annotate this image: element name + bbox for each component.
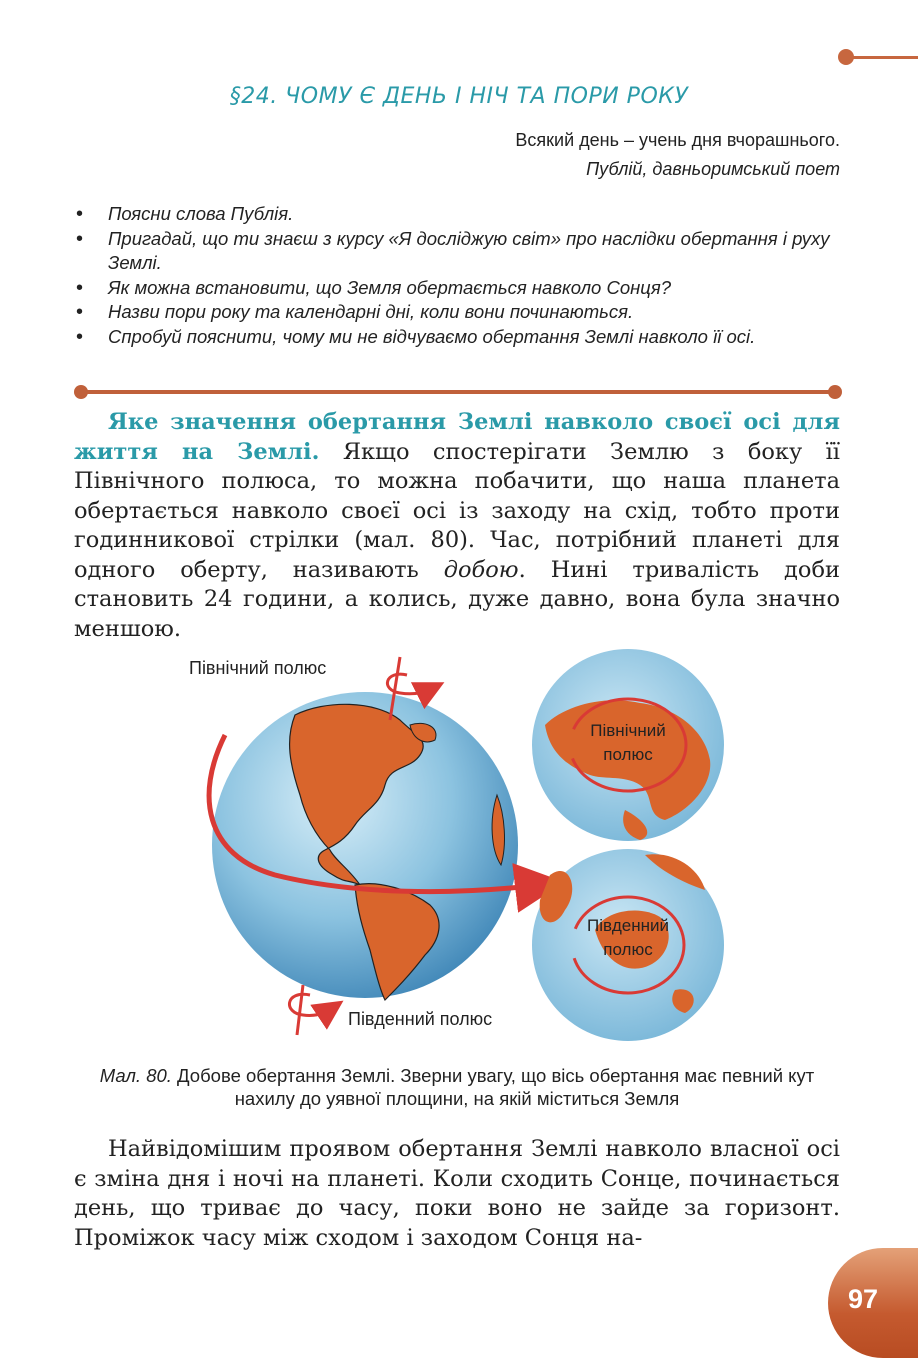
south-inset-label: Південний <box>587 916 669 935</box>
north-pole-label: Північний полюс <box>189 658 327 678</box>
paragraph-day-night: Найвідомішим проявом обертання Землі навколо власної осі є зміна дня і ночі на планеті. Коли сходить Сонце, починається день, що триває до часу, поки воно не зайде за горизонт. Проміжок часу між сходом і заходом Сонця на- <box>74 1136 840 1251</box>
paragraph-text-end: . Нині тривалість доби становить 24 години, а колись, дуже давно, вона була значно меншою. <box>74 556 840 642</box>
question-item: • Як можна встановити, що Земля обертається навколо Сонця? <box>74 276 840 301</box>
divider-dot-right <box>828 385 842 399</box>
section-heading: §24. ЧОМУ Є ДЕНЬ І НІЧ ТА ПОРИ РОКУ <box>229 84 689 109</box>
divider-bar <box>80 390 836 394</box>
south-pole-inset <box>532 849 724 1041</box>
north-inset-label-2: полюс <box>603 745 653 764</box>
caption-text: Добове обертання Землі. Зверни увагу, що вісь обертання має певний кут нахилу до уявної площини, на якій міститься Земля <box>171 1065 815 1109</box>
earth-rotation-figure <box>185 645 745 1045</box>
top-decoration <box>838 49 918 65</box>
decoration-dot <box>838 49 854 65</box>
south-pole-label: Південний полюс <box>348 1009 493 1029</box>
north-pole-inset <box>532 649 724 841</box>
question-item: • Назви пори року та календарні дні, коли вони починаються. <box>74 300 840 325</box>
question-item: • Пригадай, що ти знаєш з курсу «Я досліджую світ» про наслідки обертання і руху Землі. <box>74 227 840 276</box>
section-divider <box>74 385 842 399</box>
epigraph-author: Публій, давньоримський поет <box>586 159 840 179</box>
paragraph-text: Якщо спостерігати Землю з боку її Північного полюса, то можна побачити, що наша планета обертається навколо своєї осі із заходу на схід, тобто проти годинникової стрілки (мал. 80). Час, потрібний планеті для одного оберту, називають <box>74 438 840 583</box>
figure-caption <box>74 1064 840 1110</box>
epigraph <box>515 130 840 180</box>
question-item: • Поясни слова Публія. <box>74 202 840 227</box>
epigraph-quote: Всякий день – учень дня вчорашнього. <box>515 130 840 150</box>
caption-prefix: Мал. 80. <box>99 1065 172 1086</box>
questions-list <box>74 202 840 349</box>
north-inset-label: Північний <box>590 721 666 740</box>
paragraph-rotation <box>74 408 840 644</box>
globe-western-hemisphere <box>212 692 518 1000</box>
south-inset-label-2: полюс <box>603 940 653 959</box>
page-number: 97 <box>848 1284 879 1314</box>
paragraph-lead: Яке значення обертання Землі навколо своєї осі для життя на Землі. <box>74 409 840 465</box>
question-item: • Спробуй пояснити, чому ми не відчуваємо обертання Землі навколо її осі. <box>74 325 840 350</box>
term-doba: добою <box>443 556 519 583</box>
decoration-line <box>846 56 918 59</box>
divider-dot-left <box>74 385 88 399</box>
